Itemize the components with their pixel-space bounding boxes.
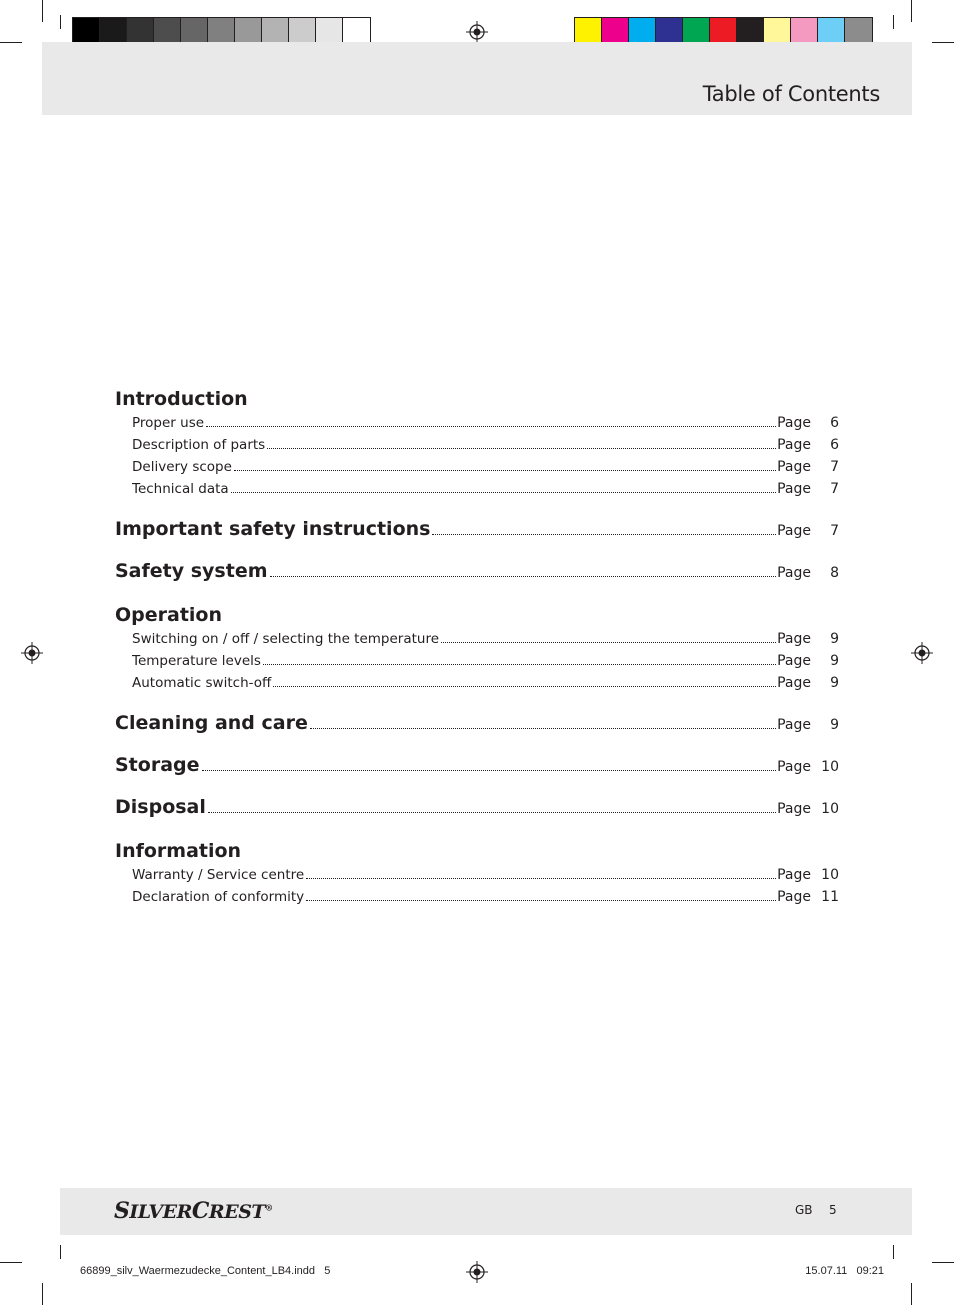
crop-mark [0,42,22,43]
page-ref: 11 [821,889,839,905]
toc-subentry [115,650,839,672]
toc-entry-label: Storage [115,754,200,776]
spacer [115,694,839,712]
page-ref: 9 [830,653,839,669]
toc-section-entry [115,560,839,584]
toc-entry-label: Description of parts [132,437,266,453]
toc-subentry [115,434,839,456]
dot-leader [202,770,777,771]
page-word: Page [777,759,811,775]
toc-section-entry [115,754,839,778]
toc-entry-label: Switching on / off / selecting the temperature [132,631,440,647]
dot-leader [208,812,776,813]
page-word: Page [777,481,811,497]
page-ref: 10 [821,759,839,775]
toc-entry-label: Proper use [132,415,205,431]
page-word: Page [777,801,811,817]
toc-entry-label: Safety system [115,560,268,582]
page-word: Page [777,675,811,691]
dot-leader [310,728,776,729]
crop-mark [911,0,912,22]
toc-entry-label: Temperature levels [132,653,261,669]
table-of-contents [115,386,839,908]
crop-mark [42,1283,43,1305]
dot-leader [270,576,777,577]
page-word: Page [777,653,811,669]
page-word: Page [777,867,811,883]
slug-filename: 66899_silv_Waermezudecke_Content_LB4.indd 5 [80,1265,331,1277]
spacer [115,778,839,796]
slug-datetime: 15.07.11 09:21 [805,1265,884,1277]
toc-section-entry [115,712,839,736]
dot-leader [441,642,776,643]
spacer [115,820,839,838]
page-word: Page [777,459,811,475]
dot-leader [234,470,776,471]
page-word: Page [777,631,811,647]
page-title: Table of Contents [702,82,880,106]
toc-entry-label: Technical data [132,481,229,497]
page-ref: 9 [830,675,839,691]
toc-entry-label: Warranty / Service centre [132,867,305,883]
toc-entry-label: Delivery scope [132,459,232,475]
toc-entry-label: Declaration of conformity [132,889,305,905]
dot-leader [267,448,776,449]
toc-subentry [115,478,839,500]
registration-mark-icon [466,1261,488,1283]
page-ref: 6 [830,415,839,431]
crop-mark [60,15,61,29]
toc-subentry [115,456,839,478]
page-word: Page [777,437,811,453]
toc-section-entry [115,518,839,542]
dot-leader [306,878,776,879]
registration-mark-icon [911,642,933,664]
dot-leader [432,534,776,535]
page-word: Page [777,889,811,905]
crop-mark [60,1245,61,1259]
dot-leader [206,426,776,427]
spacer [115,584,839,602]
toc-subentry [115,864,839,886]
page-word: Page [777,717,811,733]
spacer [115,500,839,518]
crop-mark [0,1262,22,1263]
crop-mark [893,15,894,29]
crop-mark [932,42,954,43]
crop-mark [42,0,43,22]
page-word: Page [777,523,811,539]
toc-entry-label: Cleaning and care [115,712,308,734]
crop-mark [932,1262,954,1263]
page-ref: 9 [830,717,839,733]
toc-subentry [115,412,839,434]
toc-entry-label: Important safety instructions [115,518,431,540]
page-word: Page [777,565,811,581]
registration-mark-icon [466,21,488,43]
toc-subentry [115,628,839,650]
page-ref: 10 [821,867,839,883]
dot-leader [306,900,776,901]
crop-mark [893,1245,894,1259]
toc-subentry [115,886,839,908]
dot-leader [273,686,776,687]
page-ref: 6 [830,437,839,453]
page-ref: 9 [830,631,839,647]
page-word: Page [777,415,811,431]
crop-mark [911,1283,912,1305]
spacer [115,542,839,560]
toc-entry-label: Disposal [115,796,206,818]
toc-entry-label: Automatic switch-off [132,675,272,691]
brand-logo: SILVERCREST® [114,1198,273,1224]
page-ref: 7 [830,523,839,539]
dot-leader [231,492,776,493]
registration-mark-icon [21,642,43,664]
dot-leader [263,664,776,665]
country-code: GB [795,1203,813,1217]
page-ref: 8 [830,565,839,581]
page-ref: 10 [821,801,839,817]
page-number: 5 [829,1203,837,1217]
page-ref: 7 [830,481,839,497]
page-ref: 7 [830,459,839,475]
spacer [115,736,839,754]
toc-section-title: Introduction [115,388,248,410]
toc-section-title: Operation [115,604,223,626]
toc-section-title: Information [115,840,242,862]
toc-section-entry [115,796,839,820]
toc-subentry [115,672,839,694]
